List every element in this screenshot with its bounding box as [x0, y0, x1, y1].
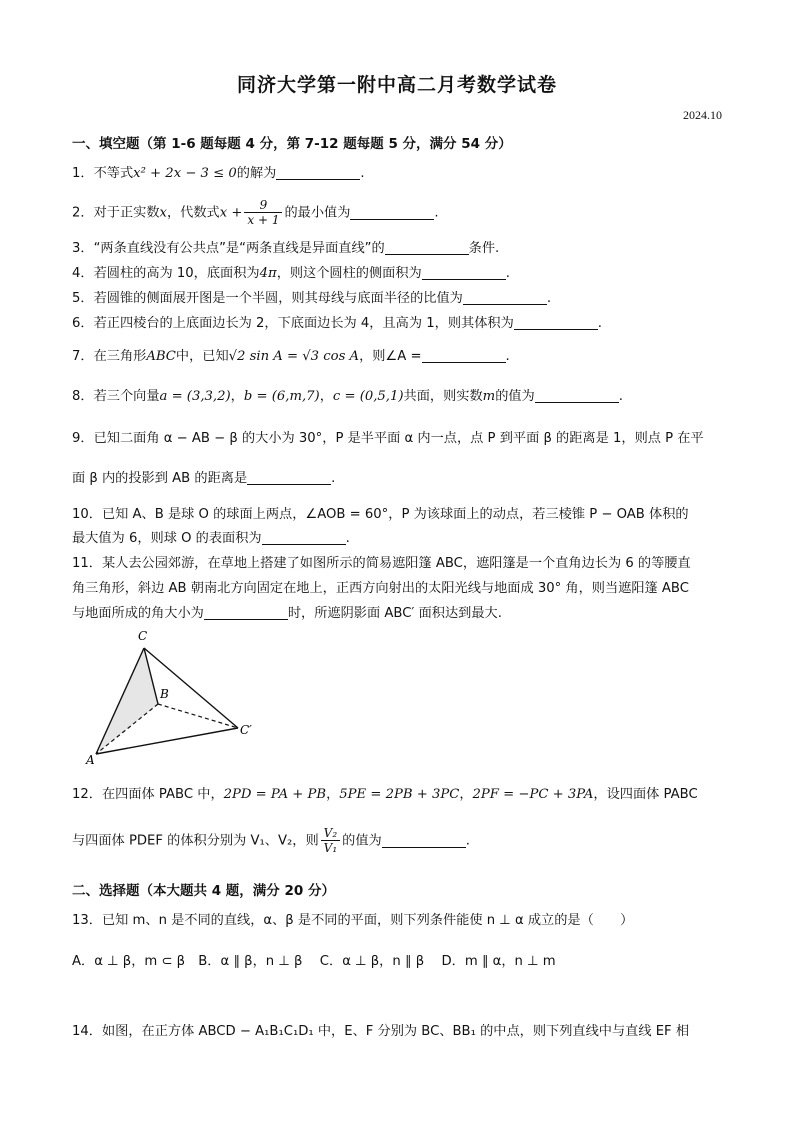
- comma: ，: [459, 787, 473, 802]
- fraction-numerator: 9: [244, 198, 282, 213]
- section-heading-choice: 二、选择题（本大题共 4 题，满分 20 分）: [72, 883, 335, 899]
- question-text: ，则这个圆柱的侧面积为: [276, 266, 422, 281]
- math-expression: x +: [219, 205, 243, 221]
- edge-bc-prime-hidden: [158, 704, 238, 728]
- question-text: 10．已知 A、B 是球 O 的球面上两点，∠AOB = 60°，P 为该球面上的动点，若三棱锥 P − OAB 体积的: [72, 507, 689, 522]
- answer-blank: [247, 470, 331, 485]
- period: .: [345, 531, 350, 546]
- math-variable: ABC: [146, 349, 176, 364]
- question-text: 3．“两条直线没有公共点”是“两条直线是异面直线”的: [72, 241, 385, 256]
- question-text: 1．不等式: [72, 166, 134, 181]
- label-b: B: [160, 687, 169, 701]
- period: .: [434, 205, 439, 221]
- edge-cc-prime: [144, 648, 238, 728]
- comma: ，: [319, 389, 333, 404]
- math-expression: x² + 2x − 3 ≤ 0: [133, 166, 237, 181]
- vector-b: b = (6,m,7): [243, 389, 320, 404]
- page-title: 同济大学第一附中高二月考数学试卷: [236, 74, 557, 96]
- fraction-denominator: V₁: [323, 841, 338, 855]
- question-text: 共面，则实数: [403, 389, 483, 404]
- question-text: 条件.: [468, 241, 500, 256]
- answer-blank: [385, 240, 469, 255]
- vector-equation: 2PD = PA + PB: [223, 787, 327, 802]
- question-text: 的解为: [236, 166, 277, 181]
- question-11-line-3: [72, 603, 724, 625]
- question-3: [72, 238, 724, 260]
- answer-blank: [382, 833, 466, 848]
- answer-options: A．α ⊥ β，m ⊂ β B．α ∥ β，n ⊥ β C．α ⊥ β，n ∥ β D．m ∥ α，n ⊥ m: [72, 954, 556, 969]
- answer-blank: [514, 315, 598, 330]
- label-a: A: [86, 753, 95, 767]
- comma: ，: [326, 787, 340, 802]
- answer-blank: [463, 290, 547, 305]
- question-10: [72, 504, 724, 526]
- question-10-line-2: [72, 528, 724, 550]
- question-text: 8．若三个向量: [72, 389, 160, 404]
- label-c-prime: C′: [240, 723, 252, 737]
- answer-blank: [204, 605, 288, 620]
- question-12-line-2: [72, 826, 724, 855]
- period: .: [505, 349, 510, 364]
- question-9: [72, 428, 724, 450]
- question-9-line-2: [72, 468, 724, 490]
- question-13: [72, 910, 724, 932]
- question-11: [72, 553, 724, 575]
- period: .: [505, 266, 510, 281]
- question-text: 角三角形，斜边 AB 朝南北方向固定在地上，正西方向射出的太阳光线与地面成 30° 角，则当遮阳篷 ABC: [72, 581, 689, 596]
- question-text: 中，已知: [175, 349, 229, 364]
- vector-c: c = (0,5,1): [332, 389, 404, 404]
- math-expression: √2 sin A = √3 cos A: [228, 349, 360, 364]
- question-text: 与地面所成的角大小为: [72, 606, 204, 621]
- question-6: [72, 313, 724, 335]
- comma: ，: [230, 389, 244, 404]
- shaded-face: [96, 648, 158, 754]
- period: .: [597, 316, 602, 331]
- question-1: [72, 163, 724, 185]
- question-text: 12．在四面体 PABC 中，: [72, 787, 224, 802]
- vector-a: a = (3,3,2): [159, 389, 231, 404]
- answer-blank: [535, 388, 619, 403]
- math-expression: 4π: [259, 266, 277, 281]
- answer-blank: [422, 265, 506, 280]
- fraction: [244, 198, 282, 227]
- question-13-options: [72, 951, 724, 973]
- question-text: 11．某人去公园郊游，在草地上搭建了如图所示的简易遮阳篷 ABC，遮阳篷是一个直角边长为 6 的等腰直: [72, 556, 691, 571]
- question-14: [72, 1021, 724, 1043]
- question-2: [72, 198, 724, 227]
- exam-date: 2024.10: [683, 108, 722, 122]
- fraction: [321, 826, 340, 855]
- question-text: 与四面体 PDEF 的体积分别为 V₁、V₂，则: [72, 833, 319, 849]
- question-text: 6．若正四棱台的上底面边长为 2，下底面边长为 4，且高为 1，则其体积为: [72, 316, 514, 331]
- period: .: [465, 833, 470, 849]
- question-12: [72, 784, 724, 806]
- question-text: 面 β 内的投影到 AB 的距离是: [72, 471, 248, 486]
- math-variable: m: [482, 389, 496, 404]
- question-text: ，设四面体 PABC: [593, 787, 698, 802]
- vector-equation: 5PE = 2PB + 3PC: [339, 787, 460, 802]
- question-text: 9．已知二面角 α − AB − β 的大小为 30°，P 是半平面 α 内一点，点 P 到平面 β 的距离是 1，则点 P 在平: [72, 431, 704, 446]
- question-text: 的最小值为: [284, 205, 351, 221]
- answer-blank: [262, 530, 346, 545]
- question-text: ，则∠A =: [359, 349, 422, 364]
- question-text: 2．对于正实数: [72, 205, 160, 221]
- question-text: 时，所遮阴影面 ABC′ 面积达到最大.: [287, 606, 502, 621]
- period: .: [546, 291, 552, 306]
- question-text: 14．如图，在正方体 ABCD − A₁B₁C₁D₁ 中，E、F 分别为 BC、BB₁ 的中点，则下列直线中与直线 EF 相: [72, 1024, 690, 1039]
- question-text: 4．若圆柱的高为 10，底面积为: [72, 266, 260, 281]
- section-heading-fill-in: 一、填空题（第 1-6 题每题 4 分，第 7-12 题每题 5 分，满分 54 分）: [72, 136, 512, 152]
- fraction-denominator: x + 1: [247, 213, 280, 227]
- question-text: 的值为: [342, 833, 382, 849]
- question-text: ，代数式: [166, 205, 220, 221]
- sunshade-figure: [82, 626, 272, 768]
- question-text: 13．已知 m、n 是不同的直线，α、β 是不同的平面，则下列条件能使 n ⊥ α 成立的是（ ）: [72, 913, 634, 928]
- question-8: [72, 386, 724, 408]
- fraction-numerator: V₂: [321, 826, 340, 841]
- question-text: 7．在三角形: [72, 349, 147, 364]
- period: .: [331, 471, 336, 486]
- question-text: 的值为: [495, 389, 535, 404]
- question-5: [72, 288, 724, 310]
- answer-blank: [350, 205, 434, 220]
- answer-blank: [276, 165, 360, 180]
- period: .: [618, 389, 623, 404]
- question-text: 5．若圆锥的侧面展开图是一个半圆，则其母线与底面半径的比值为: [72, 291, 463, 306]
- question-11-line-2: [72, 578, 724, 600]
- math-variable: x: [159, 205, 167, 221]
- question-7: [72, 346, 724, 368]
- label-c: C: [138, 629, 148, 643]
- question-4: [72, 263, 724, 285]
- vector-equation: 2PF = −PC + 3PA: [472, 787, 594, 802]
- question-text: 最大值为 6，则球 O 的表面积为: [72, 531, 262, 546]
- answer-blank: [422, 348, 506, 363]
- period: .: [360, 166, 365, 181]
